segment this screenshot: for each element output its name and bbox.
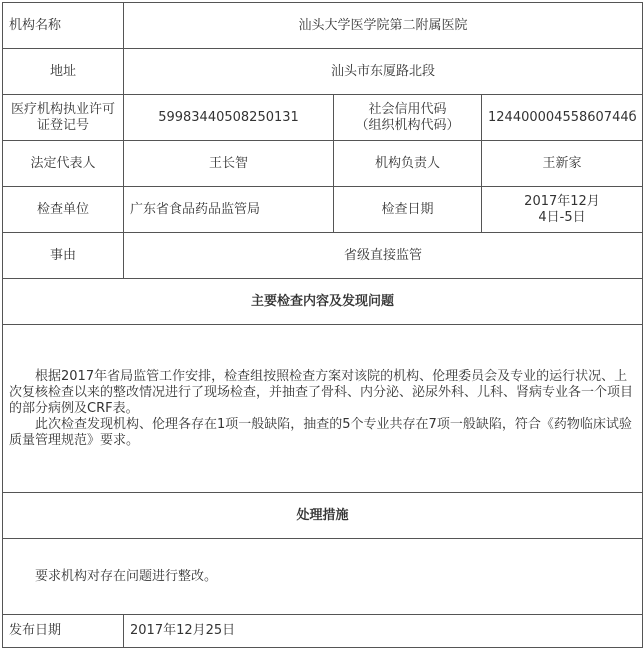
inspection-date-label: 检查日期 xyxy=(334,187,482,233)
address-value: 汕头市东厦路北段 xyxy=(124,49,643,95)
row-institution xyxy=(3,3,643,49)
main-section-body xyxy=(3,325,643,493)
credit-label-line2: （组织机构代码） xyxy=(355,117,460,133)
row-inspection xyxy=(3,187,643,233)
responsible-value: 王新家 xyxy=(482,141,643,187)
credit-value: 12440000455860744б xyxy=(482,95,643,141)
institution-label: 机构名称 xyxy=(3,3,124,49)
matter-value: 省级直接监管 xyxy=(124,233,643,279)
inspection-table xyxy=(2,2,643,648)
inspection-unit-label: 检查单位 xyxy=(3,187,124,233)
inspection-date-line1: 2017年12月 xyxy=(524,193,600,209)
main-paragraph-1: 根据2017年省局监管工作安排，检查组按照检查方案对该院的机构、伦理委员会及专业的运行状况、上次复核检查以来的整改情况进行了现场检查，并抽查了骨科、内分泌、泌尿外科、儿科、肾病专业各一个项目的部分病例及CRF表。 xyxy=(9,368,634,416)
responsible-label: 机构负责人 xyxy=(334,141,482,187)
measures-section-title: 处理措施 xyxy=(3,493,643,539)
row-main-body xyxy=(3,325,643,493)
credit-label xyxy=(334,95,482,141)
legal-rep-label: 法定代表人 xyxy=(3,141,124,187)
row-address xyxy=(3,49,643,95)
publish-label: 发布日期 xyxy=(3,615,124,648)
measures-text: 要求机构对存在问题进行整改。 xyxy=(35,568,218,584)
matter-label: 事由 xyxy=(3,233,124,279)
legal-rep-value: 王长智 xyxy=(124,141,334,187)
address-label: 地址 xyxy=(3,49,124,95)
main-paragraph-2: 此次检查发现机构、伦理各存在1项一般缺陷，抽查的5个专业共存在7项一般缺陷，符合《药物临床试验质量管理规范》要求。 xyxy=(9,416,632,448)
row-main-title xyxy=(3,279,643,325)
credit-label-line1: 社会信用代码 xyxy=(368,101,447,117)
inspection-date-line2: 4日-5日 xyxy=(538,209,586,225)
license-label: 医疗机构执业许可证登记号 xyxy=(3,95,124,141)
row-matter xyxy=(3,233,643,279)
row-measures-title xyxy=(3,493,643,539)
publish-value: 2017年12月25日 xyxy=(124,615,643,648)
license-value: 59983440508250131 xyxy=(124,95,334,141)
main-section-title: 主要检查内容及发现问题 xyxy=(3,279,643,325)
row-measures-body xyxy=(3,539,643,615)
measures-section-body xyxy=(3,539,643,615)
institution-value: 汕头大学医学院第二附属医院 xyxy=(124,3,643,49)
row-license xyxy=(3,95,643,141)
inspection-date-value xyxy=(482,187,643,233)
inspection-unit-value: 广东省食品药品监管局 xyxy=(124,187,334,233)
row-legal-rep xyxy=(3,141,643,187)
